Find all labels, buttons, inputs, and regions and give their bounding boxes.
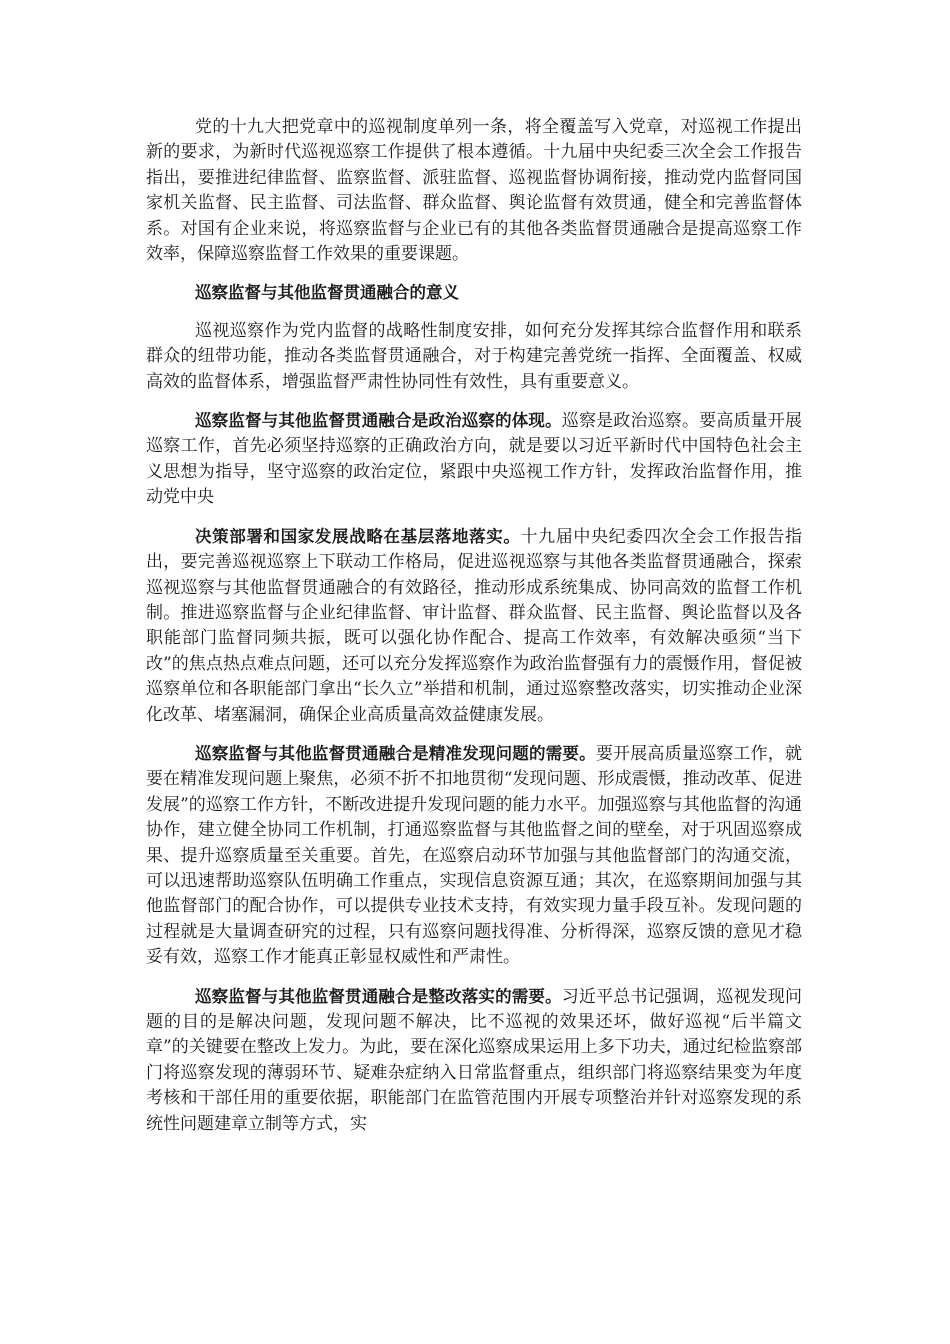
paragraph-text: 要开展高质量巡察工作，就要在精准发现问题上聚焦，必须不折不扣地贯彻“发现问题、形成震慑，推动改革、促进发展”的巡察工作方针，不断改进提升发现问题的能力水平。加强巡察与其他监督的沟通协作，建立健全协同工作机制，打通巡察监督与其他监督之间的壁垒，对于巩固巡察成果、提升巡察质量至关重要。首先，在巡察启动环节加强与其他监督部门的沟通交流，可以迅速帮助巡察队伍明确工作重点，实现信息资源互通；其次，在巡察期间加强与其他监督部门的配合协作，可以提供专业技术支持，有效实现力量手段互补。发现问题的过程就是大量调查研究的过程，只有巡察问题找得准、分析得深，巡察反馈的意见才稳妥有效，巡察工作才能真正彰显权威性和严肃性。 (146, 743, 803, 968)
document-page (146, 115, 802, 1150)
problem-finding-paragraph (146, 741, 802, 971)
paragraph-text: 巡视巡察作为党内监督的战略性制度安排，如何充分发挥其综合监督作用和联系群众的纽带功能，推动各类监督贯通融合，对于构建完善党统一指挥、全面覆盖、权威高效的监督体系，增强监督严肃性协同性有效性，具有重要意义。 (146, 320, 802, 392)
intro-paragraph (146, 115, 802, 267)
paragraph-lead: 巡察监督与其他监督贯通融合是精准发现问题的需要。 (195, 743, 596, 763)
paragraph-text: 党的十九大把党章中的巡视制度单列一条，将全覆盖写入党章，对巡视工作提出新的要求，为新时代巡视巡察工作提供了根本遵循。十九届中央纪委三次全会工作报告指出，要推进纪律监督、监察监督、派驻监督、巡视监督协调衔接，推动党内监督同国家机关监督、民主监督、司法监督、群众监督、舆论监督有效贯通，健全和完善监督体系。对国有企业来说，将巡察监督与企业已有的其他各类监督贯通融合是提高巡察工作效率，保障巡察监督工作效果的重要课题。 (146, 117, 802, 265)
paragraph-text: 习近平总书记强调，巡视发现问题的目的是解决问题，发现问题不解决，比不巡视的效果还坏，做好巡视“后半篇文章”的关键要在整改上发力。为此，要在深化巡察成果运用上多下功夫，通过纪检监察部门将巡察发现的薄弱环节、疑难杂症纳入日常监督重点，组织部门将巡察结果变为年度考核和干部任用的重要依据，职能部门在监管范围内开展专项整治并针对巡察发现的系统性问题建章立制等方式，实 (146, 986, 803, 1134)
paragraph-lead: 巡察监督与其他监督贯通融合是整改落实的需要。 (195, 986, 562, 1006)
paragraph-lead: 决策部署和国家发展战略在基层落地落实。 (195, 526, 521, 546)
section-heading: 巡察监督与其他监督贯通融合的意义 (195, 283, 459, 303)
implementation-paragraph (146, 524, 802, 728)
paragraph-text: 十九届中央纪委四次全会工作报告指出，要完善巡视巡察上下联动工作格局，促进巡视巡察与其他各类监督贯通融合，探索巡视巡察与其他监督贯通融合的有效路径，推动形成系统集成、协同高效的监督工作机制。推进巡察监督与企业纪律监督、审计监督、群众监督、民主监督、舆论监督以及各职能部门监督同频共振，既可以强化协作配合、提高工作效率，有效解决亟须“当下改”的焦点热点难点问题，还可以充分发挥巡察作为政治监督强有力的震慑作用，督促被巡察单位和各职能部门拿出“长久立”举措和机制，通过巡察整改落实，切实推动企业深化改革、堵塞漏洞，确保企业高质量高效益健康发展。 (146, 526, 803, 725)
rectification-paragraph (146, 984, 802, 1137)
paragraph-lead: 巡察监督与其他监督贯通融合是政治巡察的体现。 (195, 411, 562, 431)
significance-paragraph (146, 319, 802, 395)
paragraph-text: 巡察是政治巡察。要高质量开展巡察工作，首先必须坚持巡察的正确政治方向，就是要以习近平新时代中国特色社会主义思想为指导，坚守巡察的政治定位，紧跟中央巡视工作方针，发挥政治监督作用，推动党中央 (146, 411, 803, 508)
political-inspection-paragraph (146, 408, 802, 511)
